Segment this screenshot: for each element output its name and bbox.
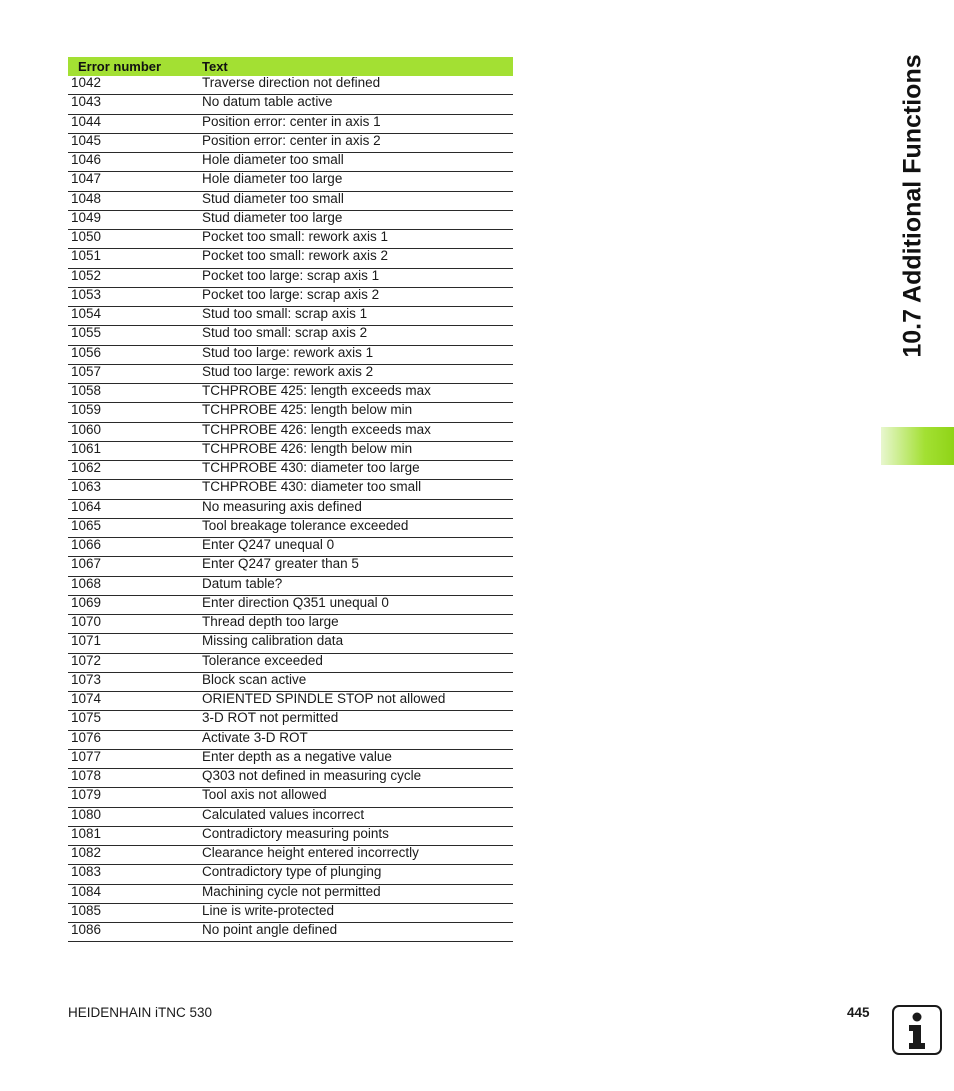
error-number-cell: 1054 — [68, 307, 202, 326]
error-number-cell: 1060 — [68, 422, 202, 441]
table-row — [68, 499, 513, 518]
error-text-cell: Traverse direction not defined — [202, 76, 513, 95]
error-number-cell: 1042 — [68, 76, 202, 95]
error-text-cell: No point angle defined — [202, 923, 513, 942]
table-row — [68, 230, 513, 249]
chapter-tab-marker — [881, 427, 954, 465]
error-number-cell: 1051 — [68, 249, 202, 268]
error-text-cell: Missing calibration data — [202, 634, 513, 653]
error-text-cell: TCHPROBE 426: length below min — [202, 441, 513, 460]
table-row — [68, 210, 513, 229]
error-number-cell: 1085 — [68, 903, 202, 922]
error-number-cell: 1072 — [68, 653, 202, 672]
error-number-cell: 1068 — [68, 576, 202, 595]
error-number-cell: 1043 — [68, 95, 202, 114]
error-text-cell: Contradictory type of plunging — [202, 865, 513, 884]
error-number-cell: 1056 — [68, 345, 202, 364]
table-row — [68, 153, 513, 172]
error-text-cell: Contradictory measuring points — [202, 826, 513, 845]
table-row — [68, 749, 513, 768]
error-number-cell: 1070 — [68, 615, 202, 634]
error-text-cell: No measuring axis defined — [202, 499, 513, 518]
table-row — [68, 364, 513, 383]
table-row — [68, 672, 513, 691]
table-row — [68, 653, 513, 672]
table-row — [68, 769, 513, 788]
error-number-cell: 1047 — [68, 172, 202, 191]
error-number-cell: 1063 — [68, 480, 202, 499]
error-number-cell: 1061 — [68, 441, 202, 460]
error-text-cell: Stud too small: scrap axis 2 — [202, 326, 513, 345]
error-number-cell: 1046 — [68, 153, 202, 172]
table-row — [68, 923, 513, 942]
table-row — [68, 307, 513, 326]
table-row — [68, 191, 513, 210]
error-text-cell: TCHPROBE 430: diameter too small — [202, 480, 513, 499]
error-number-cell: 1075 — [68, 711, 202, 730]
error-text-cell: Tool axis not allowed — [202, 788, 513, 807]
error-text-cell: Position error: center in axis 1 — [202, 114, 513, 133]
table-row — [68, 692, 513, 711]
error-text-cell: TCHPROBE 430: diameter too large — [202, 461, 513, 480]
table-row — [68, 287, 513, 306]
table-row — [68, 826, 513, 845]
table-row — [68, 807, 513, 826]
error-text-cell: No datum table active — [202, 95, 513, 114]
error-number-cell: 1074 — [68, 692, 202, 711]
error-text-cell: Line is write-protected — [202, 903, 513, 922]
error-text-cell: Enter Q247 greater than 5 — [202, 557, 513, 576]
error-number-cell: 1083 — [68, 865, 202, 884]
table-row — [68, 422, 513, 441]
table-row — [68, 730, 513, 749]
error-text-cell: Calculated values incorrect — [202, 807, 513, 826]
page-number: 445 — [847, 1005, 870, 1020]
error-text-cell: TCHPROBE 425: length exceeds max — [202, 384, 513, 403]
error-text-cell: Hole diameter too small — [202, 153, 513, 172]
error-text-cell: Clearance height entered incorrectly — [202, 846, 513, 865]
error-number-cell: 1053 — [68, 287, 202, 306]
table-row — [68, 788, 513, 807]
error-text-cell: Activate 3-D ROT — [202, 730, 513, 749]
error-number-cell: 1067 — [68, 557, 202, 576]
error-text-cell: Enter Q247 unequal 0 — [202, 538, 513, 557]
table-row — [68, 903, 513, 922]
error-number-cell: 1064 — [68, 499, 202, 518]
header-text: Text — [202, 59, 228, 74]
error-text-cell: Q303 not defined in measuring cycle — [202, 769, 513, 788]
table-row — [68, 634, 513, 653]
table-row — [68, 480, 513, 499]
error-number-cell: 1062 — [68, 461, 202, 480]
error-number-cell: 1079 — [68, 788, 202, 807]
error-number-cell: 1059 — [68, 403, 202, 422]
table-row — [68, 518, 513, 537]
table-row — [68, 249, 513, 268]
table-row — [68, 345, 513, 364]
error-number-cell: 1048 — [68, 191, 202, 210]
error-text-cell: Stud diameter too large — [202, 210, 513, 229]
table-row — [68, 557, 513, 576]
table-row — [68, 95, 513, 114]
error-text-cell: Enter direction Q351 unequal 0 — [202, 595, 513, 614]
table-row — [68, 595, 513, 614]
error-number-cell: 1057 — [68, 364, 202, 383]
table-row — [68, 461, 513, 480]
table-row — [68, 172, 513, 191]
error-number-cell: 1076 — [68, 730, 202, 749]
table-header — [68, 57, 513, 76]
info-glyph — [894, 1007, 940, 1053]
error-text-cell: ORIENTED SPINDLE STOP not allowed — [202, 692, 513, 711]
table-row — [68, 114, 513, 133]
error-number-cell: 1073 — [68, 672, 202, 691]
table-row — [68, 326, 513, 345]
error-text-cell: Block scan active — [202, 672, 513, 691]
error-text-cell: Pocket too large: scrap axis 2 — [202, 287, 513, 306]
table-header-row — [68, 57, 513, 76]
error-text-cell: Pocket too small: rework axis 2 — [202, 249, 513, 268]
table-row — [68, 576, 513, 595]
error-number-cell: 1086 — [68, 923, 202, 942]
error-number-cell: 1055 — [68, 326, 202, 345]
table-row — [68, 384, 513, 403]
error-number-cell: 1082 — [68, 846, 202, 865]
error-number-cell: 1045 — [68, 133, 202, 152]
table-row — [68, 884, 513, 903]
error-text-cell: Position error: center in axis 2 — [202, 133, 513, 152]
error-number-cell: 1084 — [68, 884, 202, 903]
section-title — [885, 46, 941, 366]
error-text-cell: TCHPROBE 426: length exceeds max — [202, 422, 513, 441]
error-text-cell: Stud too large: rework axis 1 — [202, 345, 513, 364]
error-number-cell: 1071 — [68, 634, 202, 653]
table-row — [68, 846, 513, 865]
table-row — [68, 711, 513, 730]
table-row — [68, 538, 513, 557]
error-text-cell: 3-D ROT not permitted — [202, 711, 513, 730]
error-number-cell: 1077 — [68, 749, 202, 768]
error-text-cell: Stud too large: rework axis 2 — [202, 364, 513, 383]
table-row — [68, 403, 513, 422]
footer-product: HEIDENHAIN iTNC 530 — [68, 1005, 213, 1020]
error-number-cell: 1049 — [68, 210, 202, 229]
error-number-cell: 1052 — [68, 268, 202, 287]
error-text-cell: Enter depth as a negative value — [202, 749, 513, 768]
section-title-text: 10.7 Additional Functions — [898, 54, 927, 358]
error-number-cell: 1078 — [68, 769, 202, 788]
error-number-cell: 1066 — [68, 538, 202, 557]
error-number-cell: 1044 — [68, 114, 202, 133]
table-row — [68, 133, 513, 152]
table-body — [68, 76, 513, 942]
error-number-cell: 1069 — [68, 595, 202, 614]
error-number-cell: 1080 — [68, 807, 202, 826]
table-row — [68, 76, 513, 95]
error-text-cell: Machining cycle not permitted — [202, 884, 513, 903]
table-row — [68, 865, 513, 884]
error-text-cell: Datum table? — [202, 576, 513, 595]
error-text-cell: Pocket too small: rework axis 1 — [202, 230, 513, 249]
table-row — [68, 441, 513, 460]
error-text-cell: TCHPROBE 425: length below min — [202, 403, 513, 422]
error-text-cell: Pocket too large: scrap axis 1 — [202, 268, 513, 287]
header-error-number: Error number — [78, 59, 162, 74]
table-row — [68, 268, 513, 287]
error-number-cell: 1058 — [68, 384, 202, 403]
error-text-cell: Thread depth too large — [202, 615, 513, 634]
error-number-cell: 1081 — [68, 826, 202, 845]
table-row — [68, 615, 513, 634]
error-text-cell: Stud too small: scrap axis 1 — [202, 307, 513, 326]
error-table — [68, 57, 513, 942]
error-text-cell: Stud diameter too small — [202, 191, 513, 210]
error-number-cell: 1050 — [68, 230, 202, 249]
error-text-cell: Hole diameter too large — [202, 172, 513, 191]
error-number-cell: 1065 — [68, 518, 202, 537]
info-icon — [892, 1005, 942, 1055]
error-text-cell: Tool breakage tolerance exceeded — [202, 518, 513, 537]
error-text-cell: Tolerance exceeded — [202, 653, 513, 672]
